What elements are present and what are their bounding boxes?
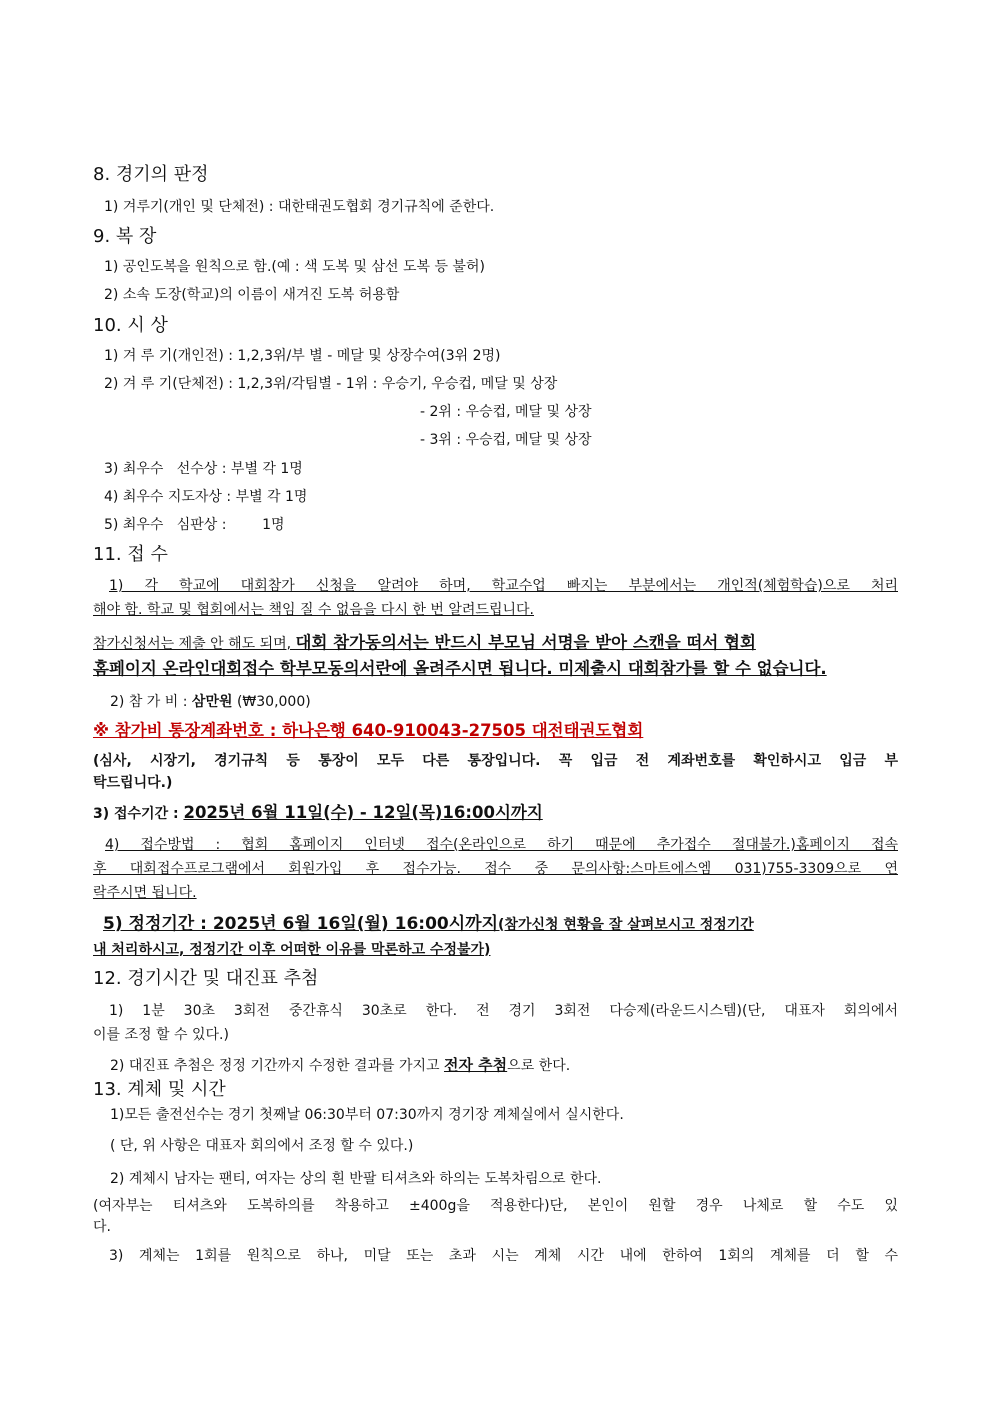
section-11-para-1a: 1) 각 학교에 대회참가 신청을 알려야 하며, 학교수업 빠지는 부분에서는 개인적(체험학습)으로 처리 xyxy=(109,578,898,594)
correction-note-a: (참가신청 현황을 잘 살펴보시고 정정기간 xyxy=(498,917,754,933)
section-10-title: 10. 시 상 xyxy=(93,315,168,336)
draw-pre: 2) 대진표 추첨은 정정 기간까지 수정한 결과를 가지고 xyxy=(110,1058,444,1074)
section-11-para-2a xyxy=(93,633,898,654)
section-9-title: 9. 복 장 xyxy=(93,226,157,247)
consent-required: 대회 참가동의서는 반드시 부모님 서명을 받아 스캔을 떠서 협회 xyxy=(295,633,756,652)
period-label: 3) 접수기간 : xyxy=(93,806,184,822)
bank-account: ※ 참가비 통장계좌번호 : 하나은행 640-910043-27505 대전태권도협회 xyxy=(93,721,644,740)
method-line-b: 후 대회접수프로그램에서 회원가입 후 접수가능. 접수 중 문의사항:스마트에스엠 031)755-3309으로 연 xyxy=(93,861,898,877)
electronic-draw: 전자 추첨 xyxy=(443,1056,508,1074)
section-9-line-2: 2) 소속 도장(학교)의 이름이 새겨진 도복 허용함 xyxy=(104,287,400,303)
section-12-title: 12. 경기시간 및 대진표 추첨 xyxy=(93,968,319,989)
section-13-line-2c: 다. xyxy=(93,1219,111,1235)
fee-label: 2) 참 가 비 : xyxy=(110,694,192,710)
section-11-para-2b: 홈페이지 온라인대회접수 학부모동의서란에 올려주시면 됩니다. 미제출시 대회참가를 할 수 없습니다. xyxy=(93,659,827,678)
section-11-fee xyxy=(110,692,915,712)
section-8-title: 8. 경기의 판정 xyxy=(93,164,209,185)
section-12-line-1a: 1) 1분 30초 3회전 중간휴식 30초로 한다. 전 경기 3회전 다승제(라운드시스템)(단, 대표자 회의에서 xyxy=(109,1003,898,1019)
section-8-line-1: 1) 겨루기(개인 및 단체전) : 대한태권도협회 경기규칙에 준한다. xyxy=(104,199,495,215)
section-12-line-2 xyxy=(110,1055,915,1076)
section-11-para-1b: 해야 함. 학교 및 협회에서는 책임 질 수 없음을 다시 한 번 알려드립니다. xyxy=(93,602,534,618)
method-line-c: 락주시면 됩니다. xyxy=(93,885,197,901)
section-13-line-3: 3) 계체는 1회를 원칙으로 하나, 미달 또는 초과 시는 계체 시간 내에 한하여 1회의 계체를 더 할 수 xyxy=(109,1248,898,1264)
application-period xyxy=(93,803,898,824)
section-9-line-1: 1) 공인도복을 원칙으로 함.(예 : 색 도복 및 삼선 도복 등 불허) xyxy=(104,259,485,275)
section-13-line-1: 1)모든 출전선수는 경기 첫째날 06:30부터 07:30까지 경기장 계체실에서 실시한다. xyxy=(110,1107,624,1123)
section-10-line-2: 2) 겨 루 기(단체전) : 1,2,3위/각팀별 - 1위 : 우승기, 우승컵, 메달 및 상장 xyxy=(104,376,558,392)
fee-value: 삼만원 xyxy=(191,694,233,710)
correction-note-b: 내 처리하시고, 정정기간 이후 어떠한 이유를 막론하고 수정불가) xyxy=(93,942,491,958)
method-line-a: 4) 접수방법 : 협회 홈페이지 인터넷 접수(온라인으로 하기 때문에 추가접수 절대불가.)홈페이지 접속 xyxy=(105,837,898,853)
account-notice-a: (심사, 시장기, 경기규칙 등 통장이 모두 다른 통장입니다. 꼭 입금 전 계좌번호를 확인하시고 입금 부 xyxy=(93,753,898,769)
section-13-line-2: 2) 계체시 남자는 팬티, 여자는 상의 흰 반팔 티셔츠와 하의는 도복차림으로 한다. xyxy=(110,1171,602,1187)
period-value: 2025년 6월 11일(수) - 12일(목)16:00시까지 xyxy=(183,803,543,822)
section-13-title: 13. 계체 및 시간 xyxy=(93,1079,226,1100)
section-10-line-2b: - 2위 : 우승컵, 메달 및 상장 xyxy=(420,404,592,420)
draw-post: 으로 한다. xyxy=(507,1058,571,1074)
section-12-line-1b: 이를 조정 할 수 있다.) xyxy=(93,1027,229,1043)
section-10-line-1: 1) 겨 루 기(개인전) : 1,2,3위/부 별 - 메달 및 상장수여(3위 2명) xyxy=(104,348,501,364)
fee-amount: (₩30,000) xyxy=(232,694,311,710)
section-10-line-4: 4) 최우수 지도자상 : 부별 각 1명 xyxy=(104,489,308,505)
section-11-title: 11. 접 수 xyxy=(93,544,168,565)
section-10-line-2c: - 3위 : 우승컵, 메달 및 상장 xyxy=(420,432,592,448)
consent-intro: 참가신청서는 제출 안 해도 되며, xyxy=(93,636,296,652)
account-notice-b: 탁드립니다.) xyxy=(93,775,173,791)
section-13-line-2b: (여자부는 티셔츠와 도복하의를 착용하고 ±400g을 적용한다)단, 본인이 원할 경우 나체로 할 수도 있 xyxy=(93,1198,898,1214)
section-10-line-3: 3) 최우수 선수상 : 부별 각 1명 xyxy=(104,461,303,477)
section-13-line-1b: ( 단, 위 사항은 대표자 회의에서 조정 할 수 있다.) xyxy=(110,1138,414,1154)
correction-period xyxy=(93,914,898,935)
correction-label: 5) 정정기간 : 2025년 6월 16일(월) 16:00시까지 xyxy=(103,914,499,934)
section-10-line-5: 5) 최우수 심판상 : 1명 xyxy=(104,517,285,533)
